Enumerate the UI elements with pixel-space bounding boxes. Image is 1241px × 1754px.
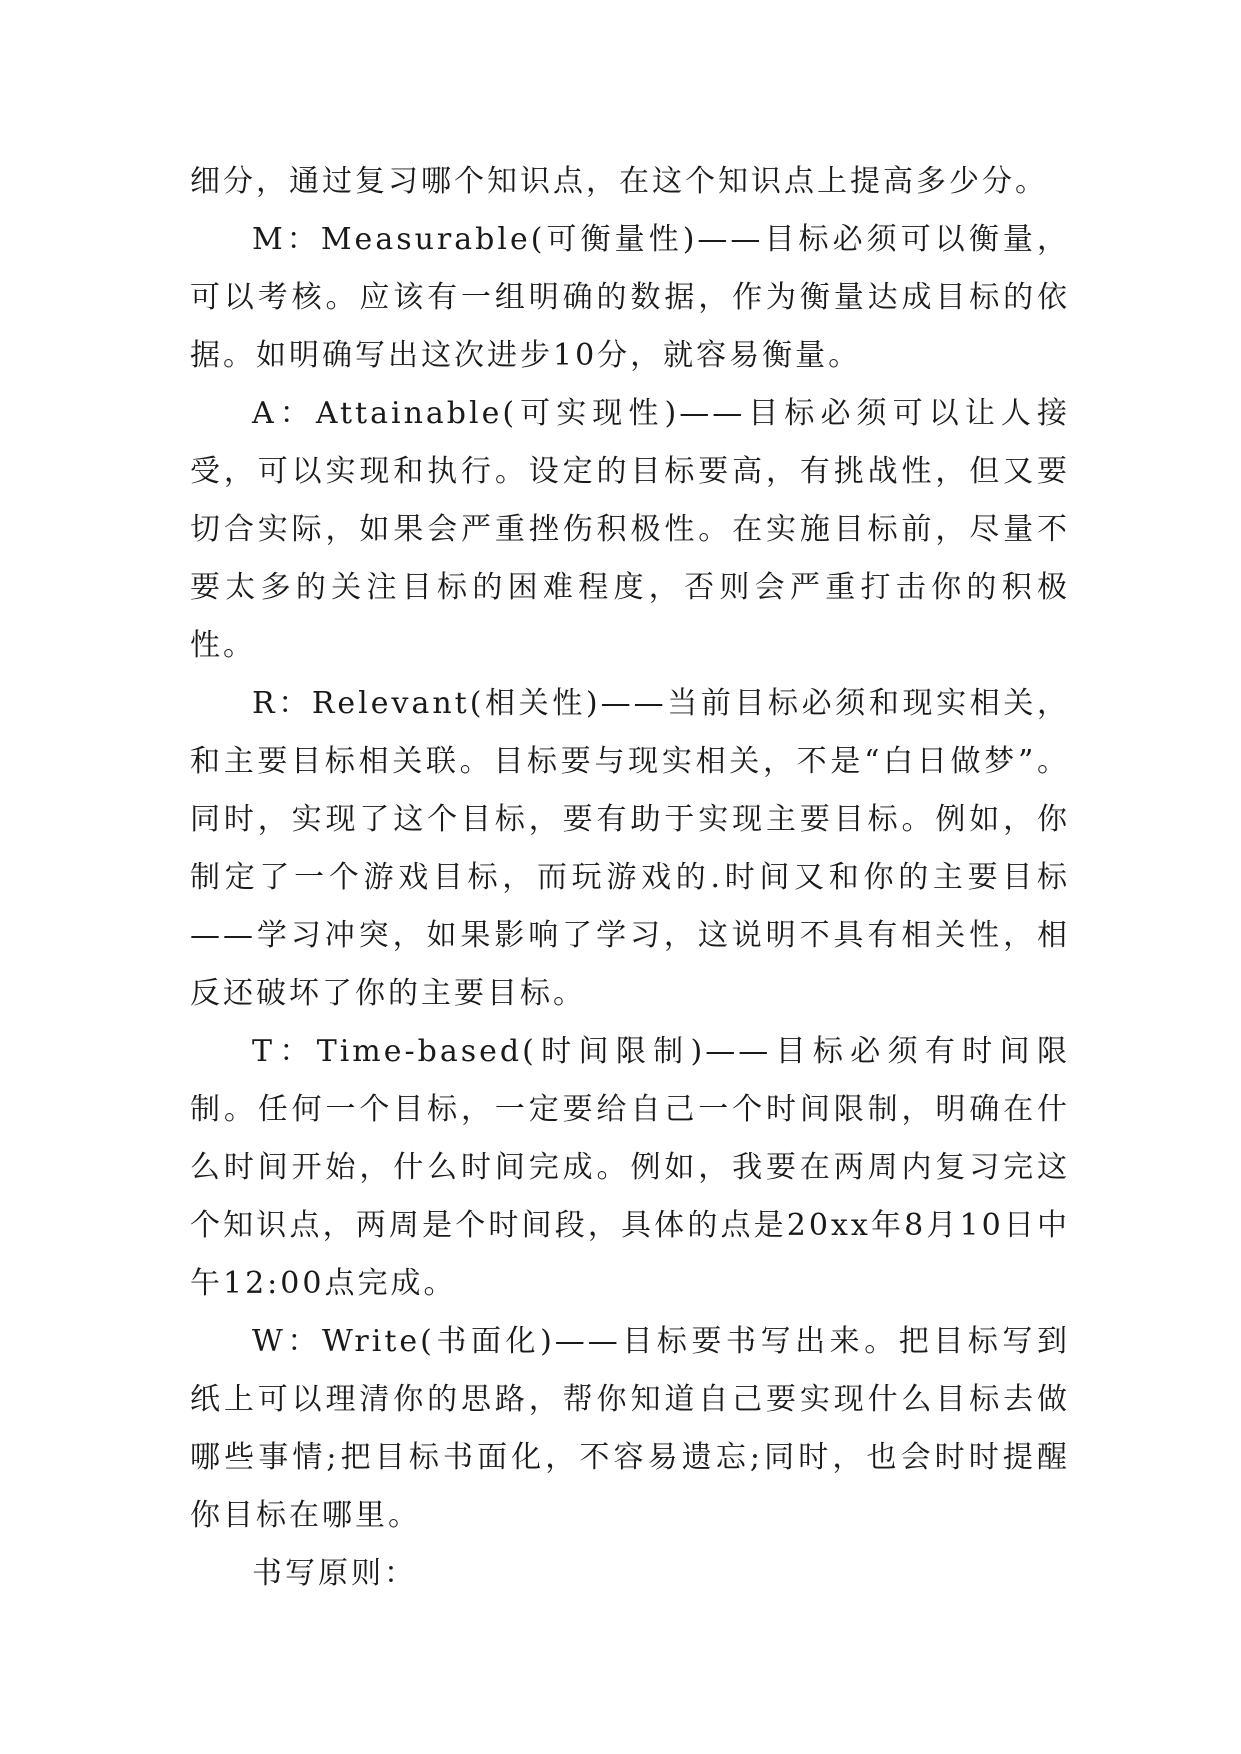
paragraph-writing-principles-heading: 书写原则： — [252, 1556, 417, 1591]
document-body — [190, 153, 1070, 1603]
paragraph-write: W：Write(书面化)——目标要书写出来。把目标写到纸上可以理清你的思路，帮你知道自己要实现什么目标去做哪些事情;把目标书面化，不容易遗忘;同时，也会时时提醒你目标在哪里。 — [190, 1324, 1070, 1533]
paragraph-time-based: T：Time-based(时间限制)——目标必须有时间限制。任何一个目标，一定要给自己一个时间限制，明确在什么时间开始，什么时间完成。例如，我要在两周内复习完这个知识点，两周是个时间段，具体的点是20xx年8月10日中午12:00点完成。 — [190, 1034, 1070, 1301]
paragraph-measurable: M：Measurable(可衡量性)——目标必须可以衡量，可以考核。应该有一组明确的数据，作为衡量达成目标的依据。如明确写出这次进步10分，就容易衡量。 — [190, 222, 1070, 373]
paragraph-continuation: 细分，通过复习哪个知识点，在这个知识点上提高多少分。 — [190, 164, 1048, 199]
paragraph-attainable: A：Attainable(可实现性)——目标必须可以让人接受，可以实现和执行。设定的目标要高，有挑战性，但又要切合实际，如果会严重挫伤积极性。在实施目标前，尽量不要太多的关注目标的困难程度，否则会严重打击你的积极性。 — [190, 396, 1070, 663]
paragraph-relevant: R：Relevant(相关性)——当前目标必须和现实相关，和主要目标相关联。目标要与现实相关，不是“白日做梦”。同时，实现了这个目标，要有助于实现主要目标。例如，你制定了一个游戏目标，而玩游戏的.时间又和你的主要目标——学习冲突，如果影响了学习，这说明不具有相关性，相反还破坏了你的主要目标。 — [190, 686, 1070, 1011]
